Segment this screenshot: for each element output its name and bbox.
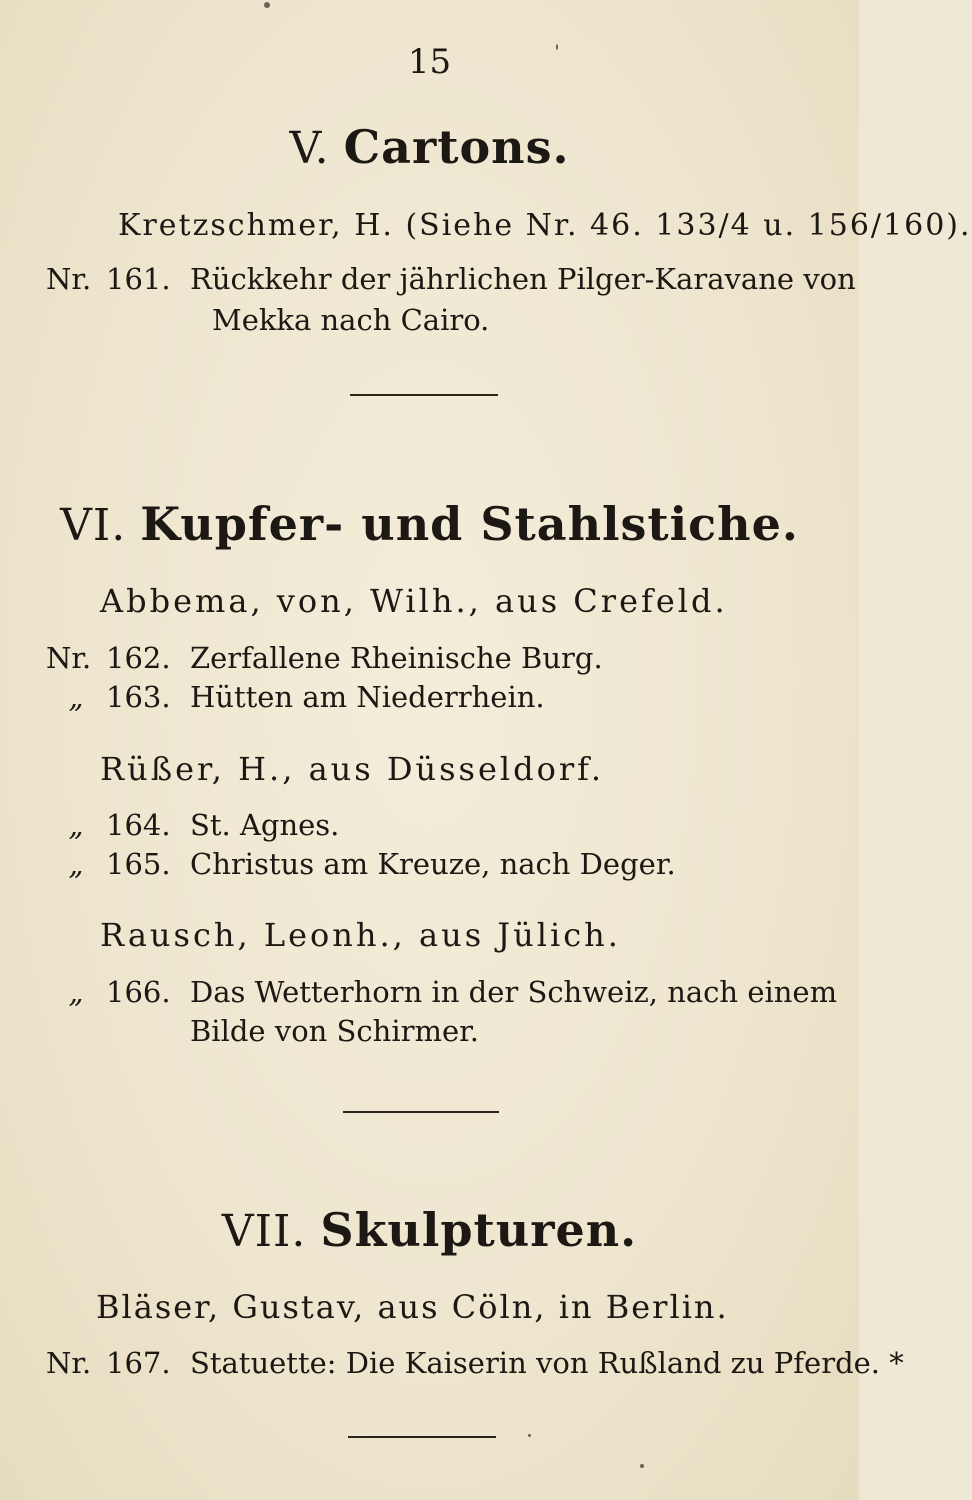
entry-number: 163.	[106, 680, 171, 714]
entry-166-continuation: Bilde von Schirmer.	[190, 1014, 480, 1048]
artist-kretzschmer: Kretzschmer, H. (Siehe Nr. 46. 133/4 u. 156/160).	[118, 208, 972, 243]
divider-rule	[350, 394, 498, 396]
entry-prefix: Nr.	[46, 1346, 92, 1380]
artist-blaeser: Bläser, Gustav, aus Cöln, in Berlin.	[96, 1288, 729, 1326]
section-name: Cartons.	[343, 120, 570, 174]
section-name: Skulpturen.	[320, 1203, 638, 1257]
divider-rule	[343, 1111, 499, 1113]
artist-rausch: Rausch, Leonh., aus Jülich.	[100, 916, 621, 954]
entry-162	[46, 641, 603, 675]
artist-ruesser: Rüßer, H., aus Düsseldorf.	[100, 750, 605, 788]
entry-title: Hütten am Niederrhein.	[190, 680, 545, 714]
entry-number: 164.	[106, 808, 171, 842]
section-title-v	[0, 120, 859, 174]
entry-165	[46, 847, 676, 881]
entry-title: Statuette: Die Kaiserin von Rußland zu Pferde. *	[190, 1346, 904, 1380]
entry-title: Zerfallene Rheinische Burg.	[190, 641, 603, 675]
section-title-vi	[0, 497, 859, 551]
artist-abbema: Abbema, von, Wilh., aus Crefeld.	[100, 582, 728, 620]
paper-speck	[556, 44, 558, 50]
entry-title: Rückkehr der jährlichen Pilger-Karavane von	[190, 262, 856, 296]
entry-title: Das Wetterhorn in der Schweiz, nach einem	[190, 975, 838, 1009]
section-name: Kupfer- und Stahlstiche.	[140, 497, 799, 551]
ditto-mark: „	[68, 680, 84, 714]
ditto-mark: „	[68, 808, 84, 842]
entry-number: 165.	[106, 847, 171, 881]
entry-number: 161.	[106, 262, 171, 296]
entry-163	[46, 680, 545, 714]
entry-title: Christus am Kreuze, nach Deger.	[190, 847, 676, 881]
divider-rule	[348, 1436, 496, 1438]
entry-166	[46, 975, 837, 1009]
ditto-mark: „	[68, 975, 84, 1009]
paper-speck	[640, 1464, 644, 1468]
paper-speck	[264, 2, 270, 8]
entry-167	[46, 1346, 904, 1380]
entry-number: 167.	[106, 1346, 171, 1380]
section-numeral: V.	[289, 123, 330, 174]
entry-161-continuation: Mekka nach Cairo.	[212, 303, 490, 337]
section-numeral: VII.	[221, 1206, 307, 1257]
entry-title: St. Agnes.	[190, 808, 340, 842]
entry-prefix: Nr.	[46, 262, 92, 296]
entry-number: 166.	[106, 975, 171, 1009]
section-numeral: VI.	[60, 500, 127, 551]
entry-161	[46, 262, 856, 296]
section-title-vii	[0, 1203, 859, 1257]
entry-number: 162.	[106, 641, 171, 675]
ditto-mark: „	[68, 847, 84, 881]
page-number: 15	[407, 42, 452, 82]
paper-speck	[528, 1434, 531, 1437]
entry-prefix: Nr.	[46, 641, 92, 675]
entry-164	[46, 808, 339, 842]
